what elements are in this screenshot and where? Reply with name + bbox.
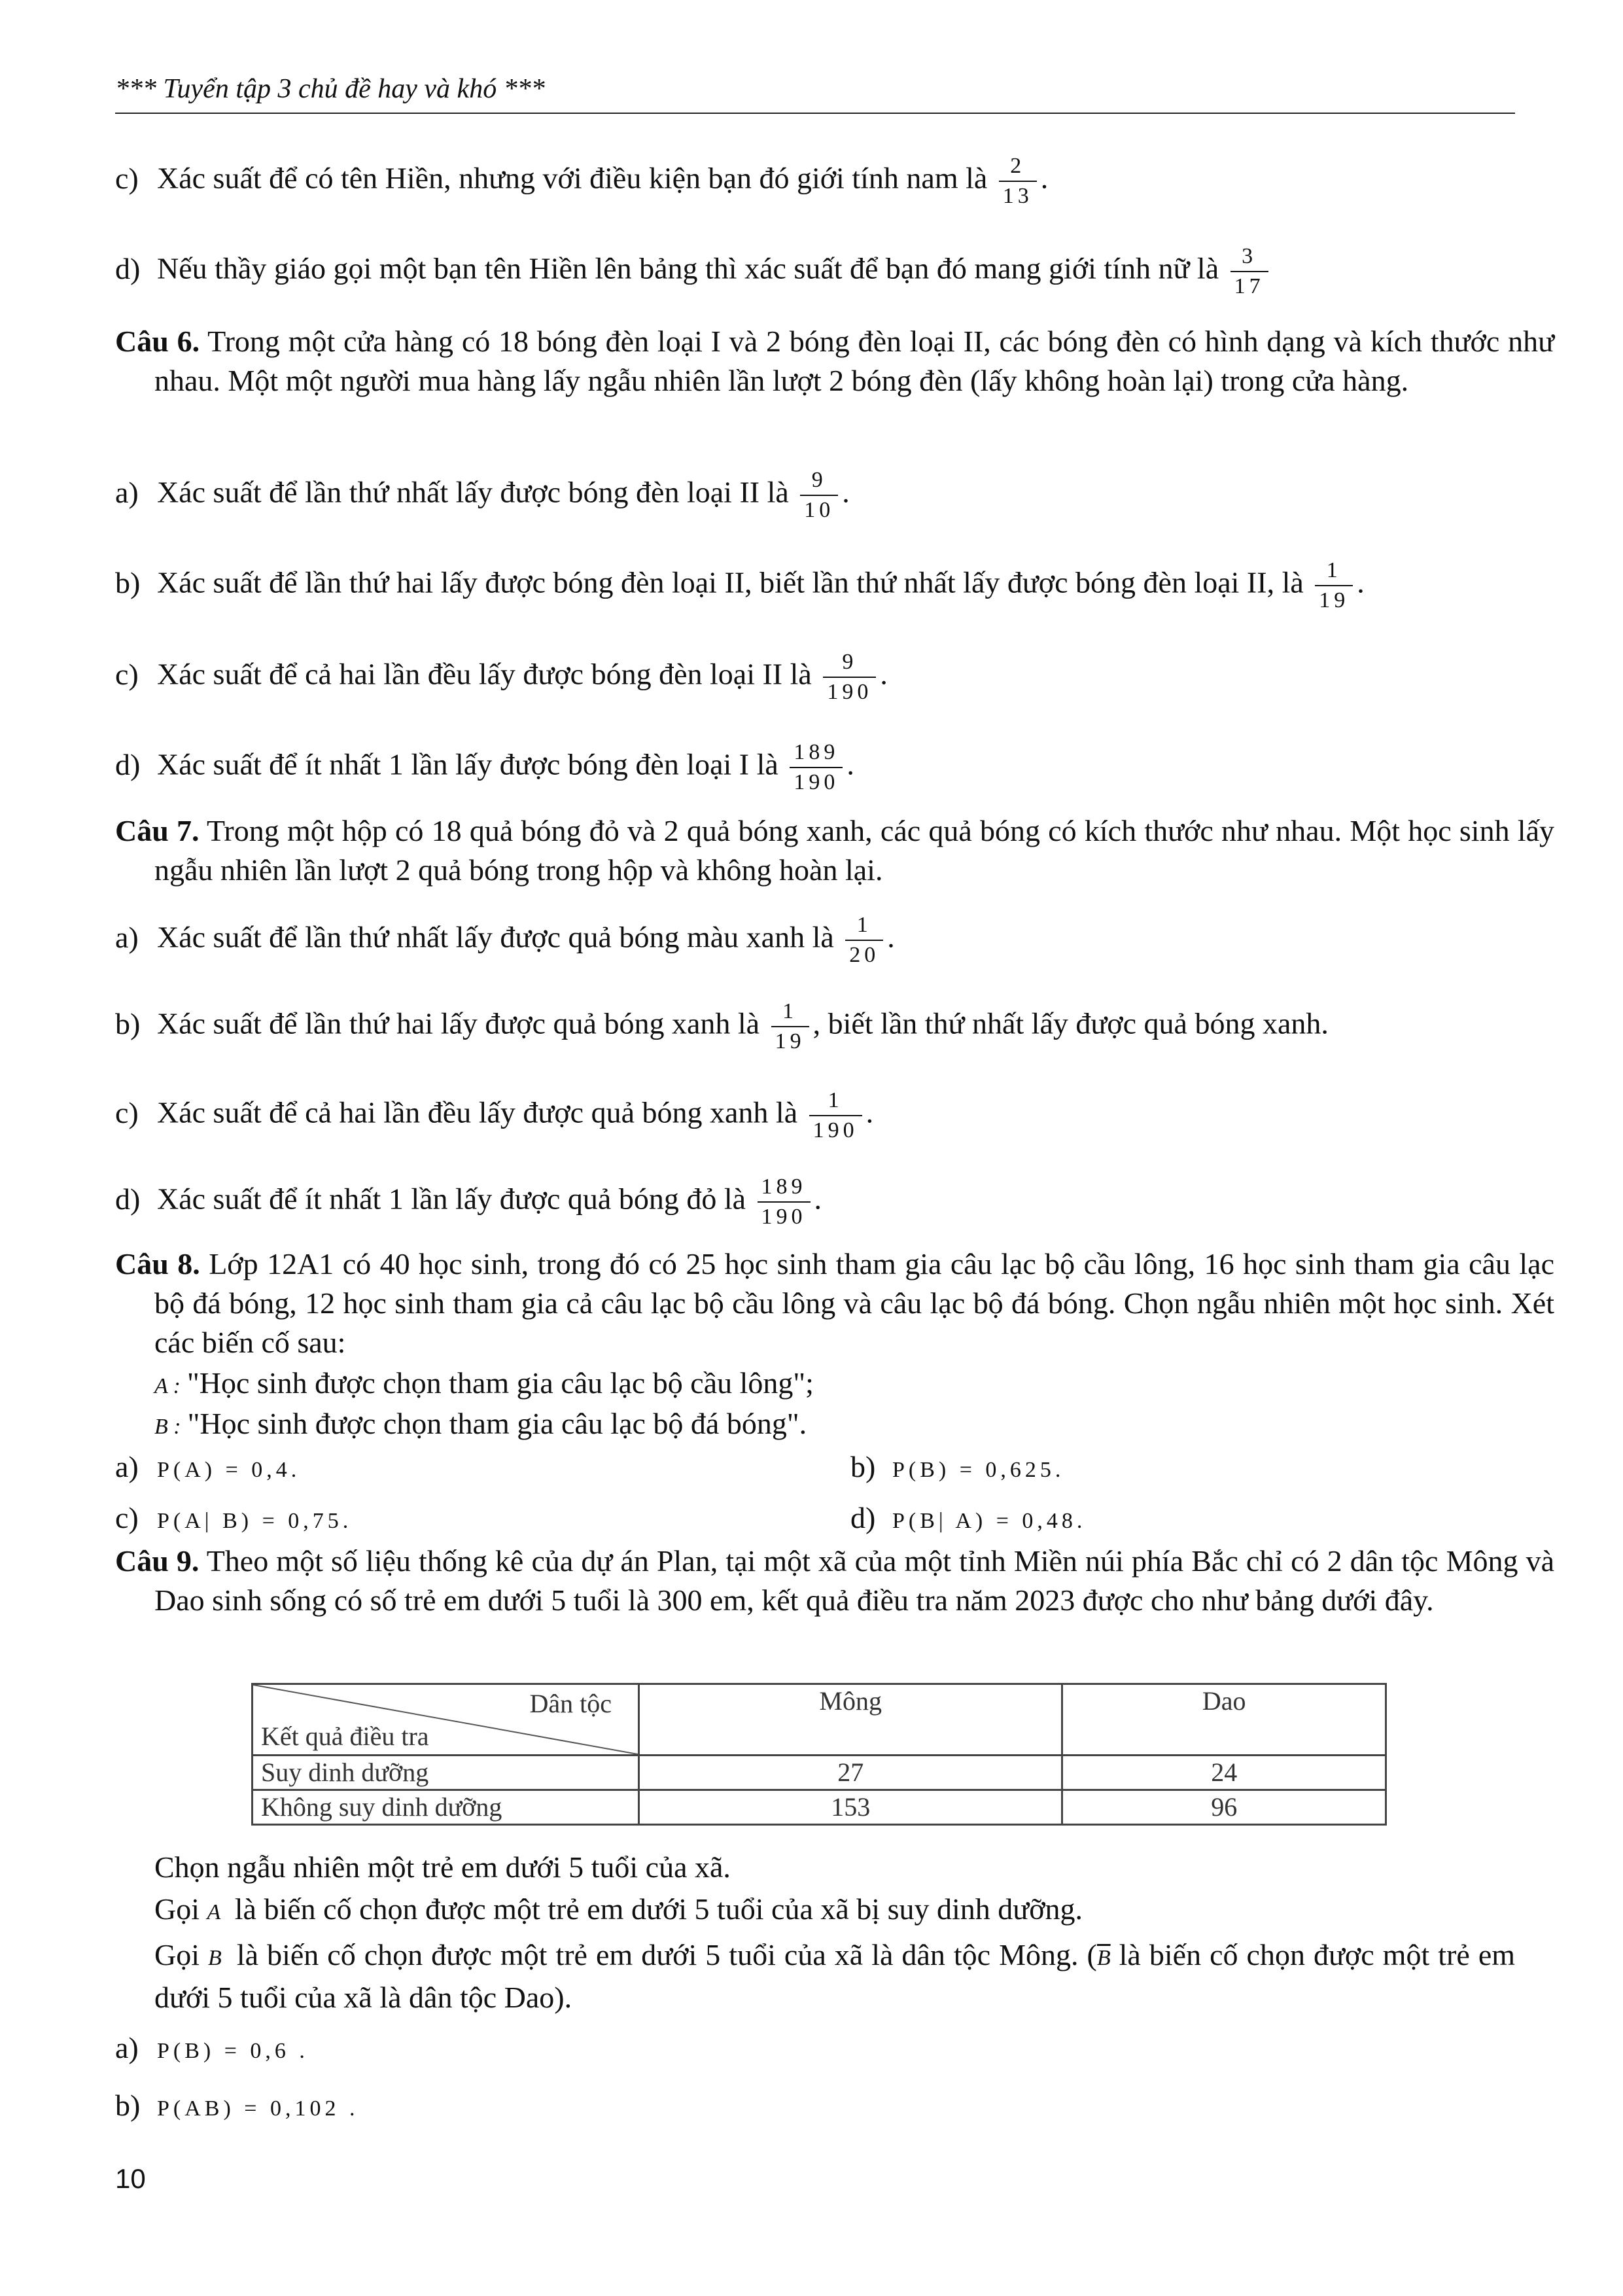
fraction: $\frac{2}{13}$ xyxy=(999,152,1037,211)
question-text: Trong một hộp có 18 quả bóng đỏ và 2 quả bóng xanh, các quả bóng có kích thước như nhau. Một học sinh lấy ngẫu nhiên lần lượt 2 quả bóng trong hộp và không hoàn lại. xyxy=(154,814,1554,887)
question-text: Trong một cửa hàng có 18 bóng đèn loại I và 2 bóng đèn loại II, các bóng đèn có hình dạng và kích thước như nhau. Một một người mua hàng lấy ngẫu nhiên lần lượt 2 bóng đèn (lấy không hoàn lại) trong cửa hàng. xyxy=(154,325,1555,397)
cau6-option-c: c) Xác suất để cả hai lần đều lấy được bóng đèn loại II là $\frac{9}{190}$ . xyxy=(115,648,1515,707)
cau9-line-1: Chọn ngẫu nhiên một trẻ em dưới 5 tuổi của xã. xyxy=(154,1850,731,1884)
question-title: Câu 7. xyxy=(115,814,200,847)
fraction: $\frac{189}{190}$ xyxy=(758,1173,811,1231)
row-label: Suy dinh dưỡng xyxy=(253,1756,639,1790)
table-row xyxy=(253,1756,1386,1790)
header-top-label: Dân tộc xyxy=(529,1689,612,1718)
table-cell: 96 xyxy=(1062,1790,1386,1825)
question-title: Câu 8. xyxy=(115,1247,200,1280)
question-text: Theo một số liệu thống kê của dự án Plan, tại một xã của một tỉnh Miền núi phía Bắc chỉ có 2 dân tộc Mông và Dao sinh sống có số trẻ em dưới 5 tuổi là 300 em, kết quả điều tra năm 2023 được cho như bảng dưới đây. xyxy=(154,1544,1554,1617)
fraction: $\frac{9}{10}$ xyxy=(800,466,838,525)
fraction: $\frac{189}{190}$ xyxy=(790,738,843,797)
cau8-option-a: a) P(A) = 0,4. xyxy=(115,1450,301,1483)
table-row xyxy=(253,1790,1386,1825)
cau9-line-2: Gọi A là biến cố chọn được một trẻ em dưới 5 tuổi của xã bị suy dinh dưỡng. xyxy=(154,1892,1083,1926)
option-text: Nếu thầy giáo gọi một bạn tên Hiền lên bảng thì xác suất để bạn đó mang giới tính nữ là xyxy=(157,251,1219,285)
option-text: Xác suất để có tên Hiền, nhưng với điều kiện bạn đó giới tính nam là xyxy=(157,161,988,195)
column-header: Dao xyxy=(1062,1684,1386,1756)
table-header-row xyxy=(253,1684,1386,1756)
option-label: d) xyxy=(115,251,141,285)
question-title: Câu 9. xyxy=(115,1544,200,1578)
cau9-stem xyxy=(115,1542,1554,1620)
cau7-stem xyxy=(115,811,1554,890)
cau8-option-c: c) P(A| B) = 0,75. xyxy=(115,1501,353,1534)
cau7-option-d: d) Xác suất để ít nhất 1 lần lấy được quả bóng đỏ là $\frac{189}{190}$ . xyxy=(115,1173,1515,1231)
question-text: Lớp 12A1 có 40 học sinh, trong đó có 25 học sinh tham gia câu lạc bộ cầu lông, 16 học sinh tham gia câu lạc bộ đá bóng, 12 học sinh tham gia cả câu lạc bộ cầu lông và câu lạc bộ đá bóng. Chọn ngẫu nhiên một học sinh. Xét các biến cố sau: xyxy=(154,1247,1555,1359)
cau9-option-a: a) P(B) = 0,6 . xyxy=(115,2031,309,2064)
cau8-event-b: B : "Học sinh được chọn tham gia câu lạc bộ đá bóng". xyxy=(154,1407,807,1440)
cau6-option-d: d) Xác suất để ít nhất 1 lần lấy được bóng đèn loại I là $\frac{189}{190}$ . xyxy=(115,738,1515,797)
cau7-option-b: b) Xác suất để lần thứ hai lấy được quả bóng xanh là $\frac{1}{19}$ , biết lần thứ nhất lấy được quả bóng xanh. xyxy=(115,997,1515,1056)
cau6-stem xyxy=(115,322,1554,400)
header-bottom-label: Kết quả điều tra xyxy=(261,1722,429,1751)
cau9-option-b: b) P(AB) = 0,102 . xyxy=(115,2089,359,2122)
fraction: $\frac{9}{190}$ xyxy=(823,648,876,707)
cau5-option-c: c) Xác suất để có tên Hiền, nhưng với điều kiện bạn đó giới tính nam là $\frac{2}{13}$ . xyxy=(115,152,1515,211)
cau6-option-b: b) Xác suất để lần thứ hai lấy được bóng đèn loại II, biết lần thứ nhất lấy được bóng đèn loại II, là $\frac{1}{19}$ . xyxy=(115,556,1515,615)
cau9-line-3: Gọi B là biến cố chọn được một trẻ em dưới 5 tuổi của xã là dân tộc Mông. ($\overline{B}$ là biến cố chọn được một trẻ em dưới 5 tuổi của xã là dân tộc Dao). xyxy=(154,1938,1516,2014)
table-cell: 27 xyxy=(639,1756,1062,1790)
cau8-option-d: d) P(B| A) = 0,48. xyxy=(850,1501,1087,1534)
option-label: c) xyxy=(115,161,139,195)
fraction: $\frac{1}{19}$ xyxy=(1315,556,1353,615)
row-label: Không suy dinh dưỡng xyxy=(253,1790,639,1825)
diagonal-header-cell xyxy=(253,1684,639,1756)
fraction: $\frac{1}{190}$ xyxy=(809,1086,862,1145)
cau5-option-d xyxy=(115,242,1515,301)
fraction: $\frac{1}{19}$ xyxy=(771,997,809,1056)
column-header: Mông xyxy=(639,1684,1062,1756)
table-cell: 153 xyxy=(639,1790,1062,1825)
page-header: *** Tuyển tập 3 chủ đề hay và khó *** xyxy=(115,74,545,104)
survey-table xyxy=(251,1683,1387,1826)
header-rule xyxy=(115,113,1515,114)
cau6-option-a: a) Xác suất để lần thứ nhất lấy được bóng đèn loại II là $\frac{9}{10}$ . xyxy=(115,466,1515,525)
cau7-option-c: c) Xác suất để cả hai lần đều lấy được quả bóng xanh là $\frac{1}{190}$ . xyxy=(115,1086,1515,1145)
question-title: Câu 6. xyxy=(115,325,200,358)
table-cell: 24 xyxy=(1062,1756,1386,1790)
cau7-option-a: a) Xác suất để lần thứ nhất lấy được quả bóng màu xanh là $\frac{1}{20}$ . xyxy=(115,911,1515,970)
cau8-event-a: A : "Học sinh được chọn tham gia câu lạc bộ cầu lông"; xyxy=(154,1366,814,1400)
fraction: $\frac{1}{20}$ xyxy=(845,911,883,970)
fraction: $\frac{3}{17}$ xyxy=(1230,242,1268,301)
cau8-stem xyxy=(115,1245,1554,1362)
cau8-option-b: b) P(B) = 0,625. xyxy=(850,1450,1065,1483)
page-number: 10 xyxy=(115,2163,146,2194)
